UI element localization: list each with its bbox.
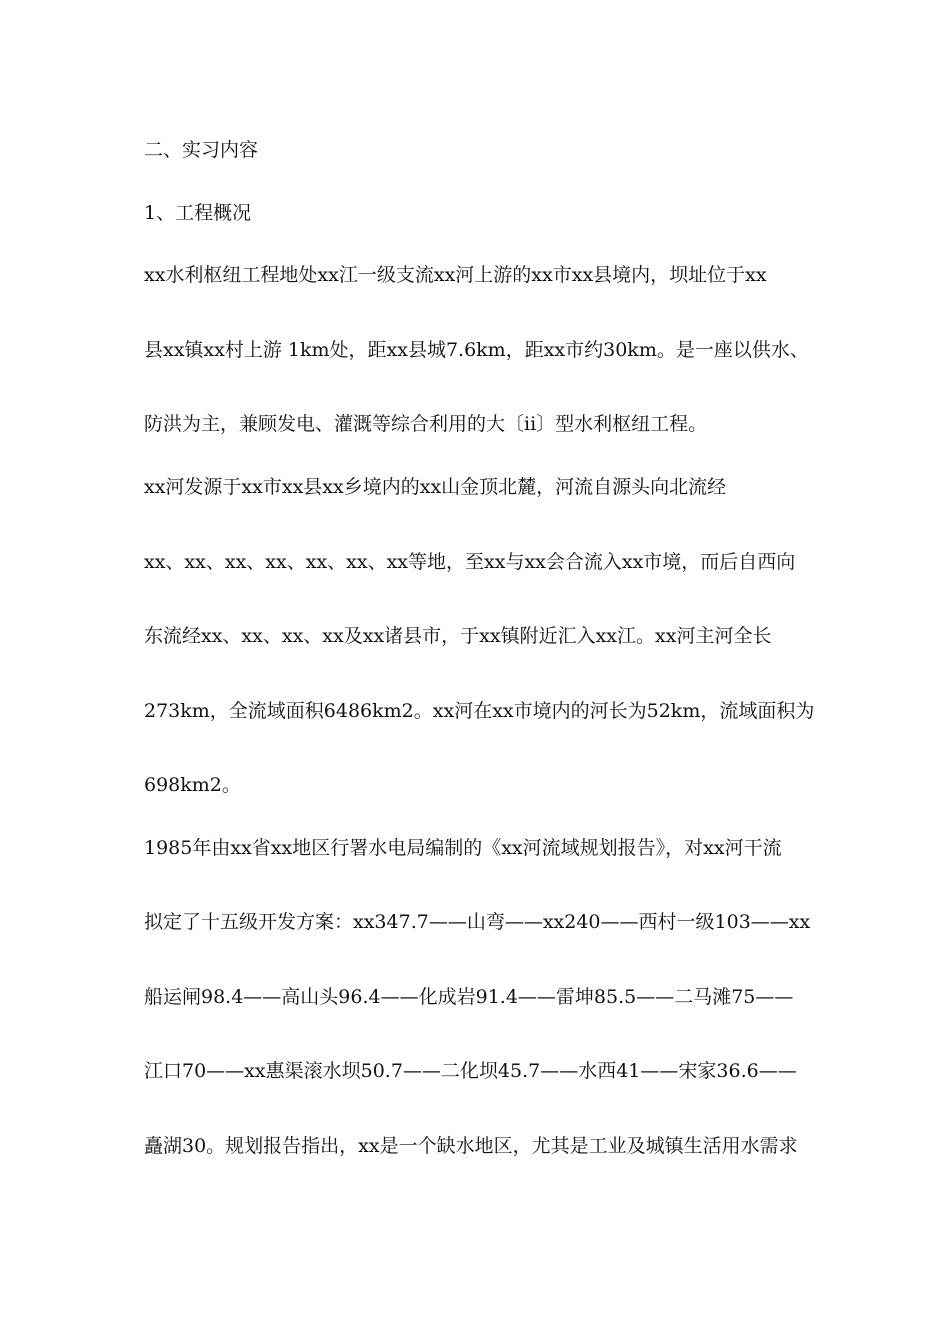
body-line: 船运闸98.4——高山头96.4——化成岩91.4——雷坤85.5——二马滩75——	[144, 986, 794, 1008]
body-line: 县xx镇xx村上游 1km处，距xx县城7.6km，距xx市约30km。是一座以供水、	[144, 339, 809, 361]
body-line: 江口70——xx惠渠滚水坝50.7——二化坝45.7——水西41——宋家36.6——	[144, 1060, 797, 1082]
body-line: 东流经xx、xx、xx、xx及xx诸县市，于xx镇附近汇入xx江。xx河主河全长	[144, 625, 772, 647]
subsection-heading: 1、工程概况	[144, 202, 252, 224]
body-line: xx水利枢纽工程地处xx江一级支流xx河上游的xx市xx县境内，坝址位于xx	[144, 264, 767, 286]
body-line: xx、xx、xx、xx、xx、xx、xx等地，至xx与xx会合流入xx市境，而后自西向	[144, 551, 796, 573]
section-heading: 二、实习内容	[144, 139, 259, 161]
body-line: 698km2。	[144, 774, 241, 796]
body-line: 防洪为主，兼顾发电、灌溉等综合利用的大〔ii〕型水利枢纽工程。	[144, 413, 708, 435]
body-line: 矗湖30。规划报告指出，xx是一个缺水地区，尤其是工业及城镇生活用水需求	[144, 1135, 798, 1157]
body-line: 1985年由xx省xx地区行署水电局编制的《xx河流域规划报告》，对xx河干流	[144, 837, 782, 859]
body-line: 273km，全流域面积6486km2。xx河在xx市境内的河长为52km，流域面积为	[144, 700, 814, 722]
body-line: 拟定了十五级开发方案：xx347.7——山弯——xx240——西村一级103——xx	[144, 911, 811, 933]
body-line: xx河发源于xx市xx县xx乡境内的xx山金顶北麓，河流自源头向北流经	[144, 476, 727, 498]
